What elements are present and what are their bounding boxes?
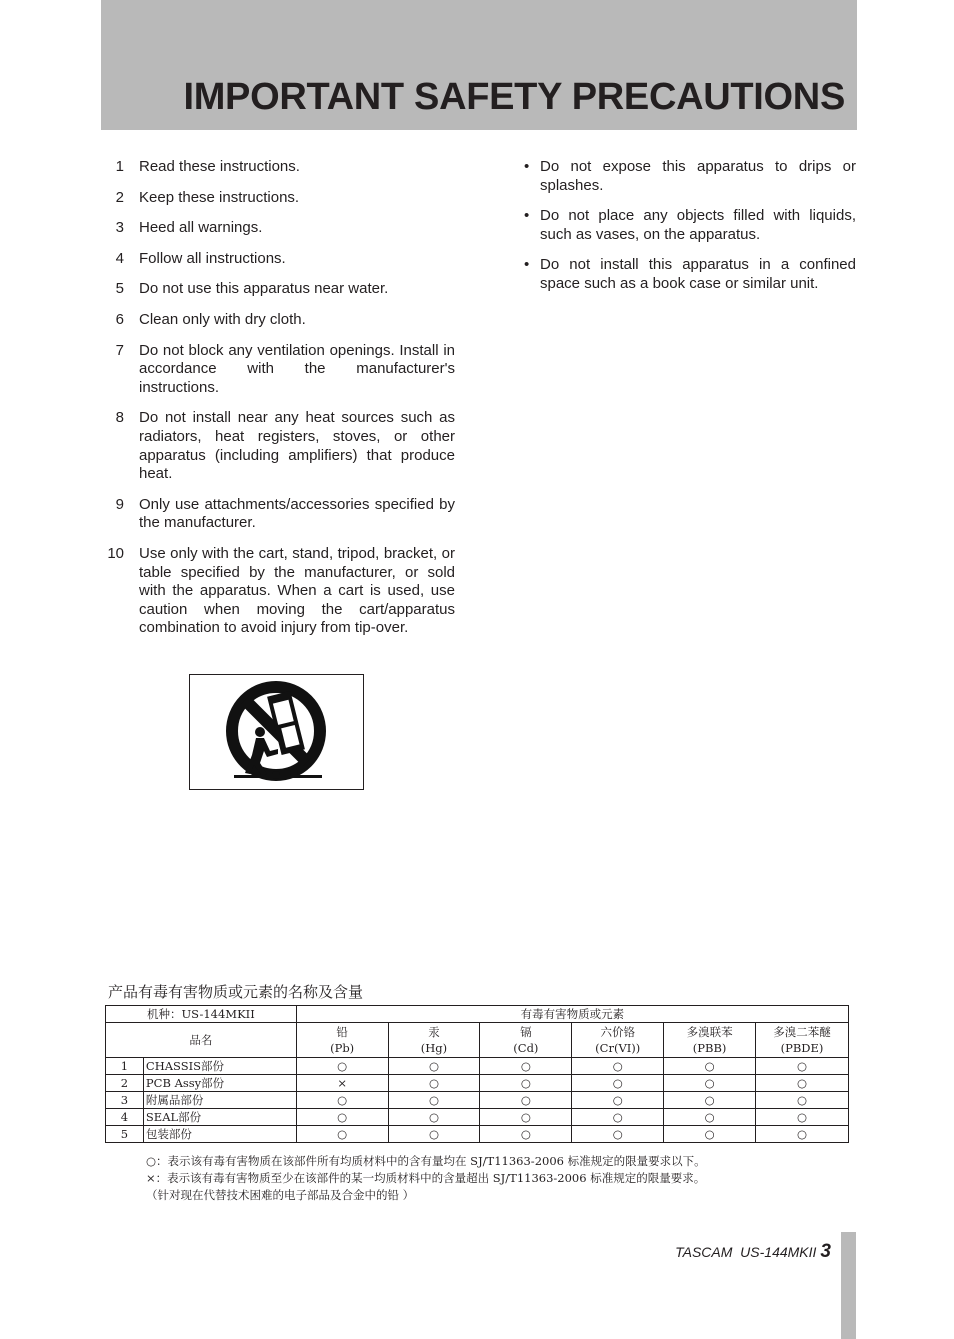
item-number: 5 [115, 280, 124, 298]
item-number: 10 [107, 544, 124, 562]
table-row: 3 附属品部份 ○ ○ ○ ○ ○ ○ [106, 1092, 849, 1109]
bullet-icon: • [524, 158, 530, 175]
header-banner [101, 0, 857, 130]
item-number: 7 [115, 341, 124, 359]
note-line: ○：表示该有毒有害物质在该部件所有均质材料中的含有量均在 SJ/T11363-2006 标准规定的限量要求以下。 [146, 1154, 706, 1168]
additional-precautions-list [523, 158, 856, 306]
column-header-pbb: 多溴联苯 (PBB) [664, 1023, 756, 1058]
instruction-item [103, 189, 455, 208]
substances-header: 有毒有害物质或元素 [296, 1006, 848, 1023]
bullet-text: Do not expose this apparatus to drips or splashes. [540, 158, 856, 194]
item-text: Do not install near any heat sources such as radiators, heat registers, stoves, or other apparatus (including amplifiers) that produce heat. [139, 409, 455, 483]
item-number: 2 [115, 188, 124, 206]
page-edge-tab [841, 1232, 856, 1339]
item-text: Clean only with dry cloth. [139, 310, 306, 328]
item-text: Follow all instructions. [139, 249, 286, 267]
note-line: （针对现在代替技术困难的电子部品及合金中的铅 ） [146, 1188, 415, 1202]
cart-tip-over-warning-icon [190, 675, 363, 789]
item-text: Only use attachments/accessories specified by the manufacturer. [139, 495, 455, 532]
instruction-item [103, 496, 455, 533]
rohs-table-title: 产品有毒有害物质或元素的名称及含量 [108, 983, 364, 1001]
item-number: 9 [115, 495, 124, 513]
page-footer [675, 1241, 831, 1263]
bullet-text: Do not place any objects filled with liquids, such as vases, on the apparatus. [540, 207, 856, 243]
column-header-cd: 镉 (Cd) [480, 1023, 572, 1058]
precaution-bullet [523, 256, 856, 293]
cart-warning-box [189, 674, 364, 790]
instruction-item [103, 250, 455, 269]
item-text: Keep these instructions. [139, 188, 300, 206]
item-number: 6 [115, 310, 124, 328]
rohs-substance-table [105, 1005, 849, 1143]
instruction-item [103, 342, 455, 398]
instruction-item [103, 219, 455, 238]
table-row: 4 SEAL部份 ○ ○ ○ ○ ○ ○ [106, 1109, 849, 1126]
column-header-pbde: 多溴二苯醚 (PBDE) [756, 1023, 849, 1058]
item-text: Do not use this apparatus near water. [139, 280, 389, 298]
table-row: 5 包装部份 ○ ○ ○ ○ ○ ○ [106, 1126, 849, 1143]
precaution-bullet [523, 207, 856, 244]
column-header-hg: 汞 (Hg) [388, 1023, 480, 1058]
table-column-header-row [106, 1023, 849, 1058]
bullet-icon: • [524, 207, 530, 225]
instruction-item [103, 158, 455, 177]
item-text: Heed all warnings. [139, 219, 263, 237]
instruction-item [103, 280, 455, 299]
rohs-notes [146, 1153, 706, 1204]
page-number: 3 [820, 1241, 831, 1262]
note-line: ×：表示该有毒有害物质至少在该部件的某一均质材料中的含量超出 SJ/T11363-2006 标准规定的限量要求。 [146, 1171, 706, 1185]
column-header-pb: 铅 (Pb) [296, 1023, 388, 1058]
bullet-icon: • [524, 256, 530, 274]
item-number: 3 [115, 219, 124, 237]
footer-brand-model: TASCAM US-144MKII [675, 1244, 817, 1260]
instruction-item [103, 311, 455, 330]
table-row: 2 PCB Assy部份 × ○ ○ ○ ○ ○ [106, 1075, 849, 1092]
item-number: 1 [115, 158, 124, 175]
instruction-item [103, 409, 455, 483]
item-number: 4 [115, 249, 124, 267]
item-text: Do not block any ventilation openings. Install in accordance with the manufacturer's instructions. [139, 341, 455, 396]
table-header-row [106, 1006, 849, 1023]
model-label: 机种：US-144MKII [106, 1006, 297, 1023]
item-text: Read these instructions. [139, 158, 300, 175]
precaution-bullet [523, 158, 856, 195]
column-header-cr6: 六价铬 (Cr(VI)) [572, 1023, 664, 1058]
safety-instructions-list [103, 158, 455, 650]
bullet-text: Do not install this apparatus in a confined space such as a book case or similar unit. [540, 256, 856, 292]
part-name-header: 品名 [106, 1023, 297, 1058]
page-title: IMPORTANT SAFETY PRECAUTIONS [183, 76, 845, 118]
item-text: Use only with the cart, stand, tripod, bracket, or table specified by the manufacturer, or sold with the apparatus. When a cart is used, use caution when moving the cart/apparatus combination to avoid injury from tip-over. [139, 544, 455, 637]
item-number: 8 [115, 409, 124, 427]
table-row: 1 CHASSIS部份 ○ ○ ○ ○ ○ ○ [106, 1058, 849, 1075]
instruction-item [103, 545, 455, 638]
